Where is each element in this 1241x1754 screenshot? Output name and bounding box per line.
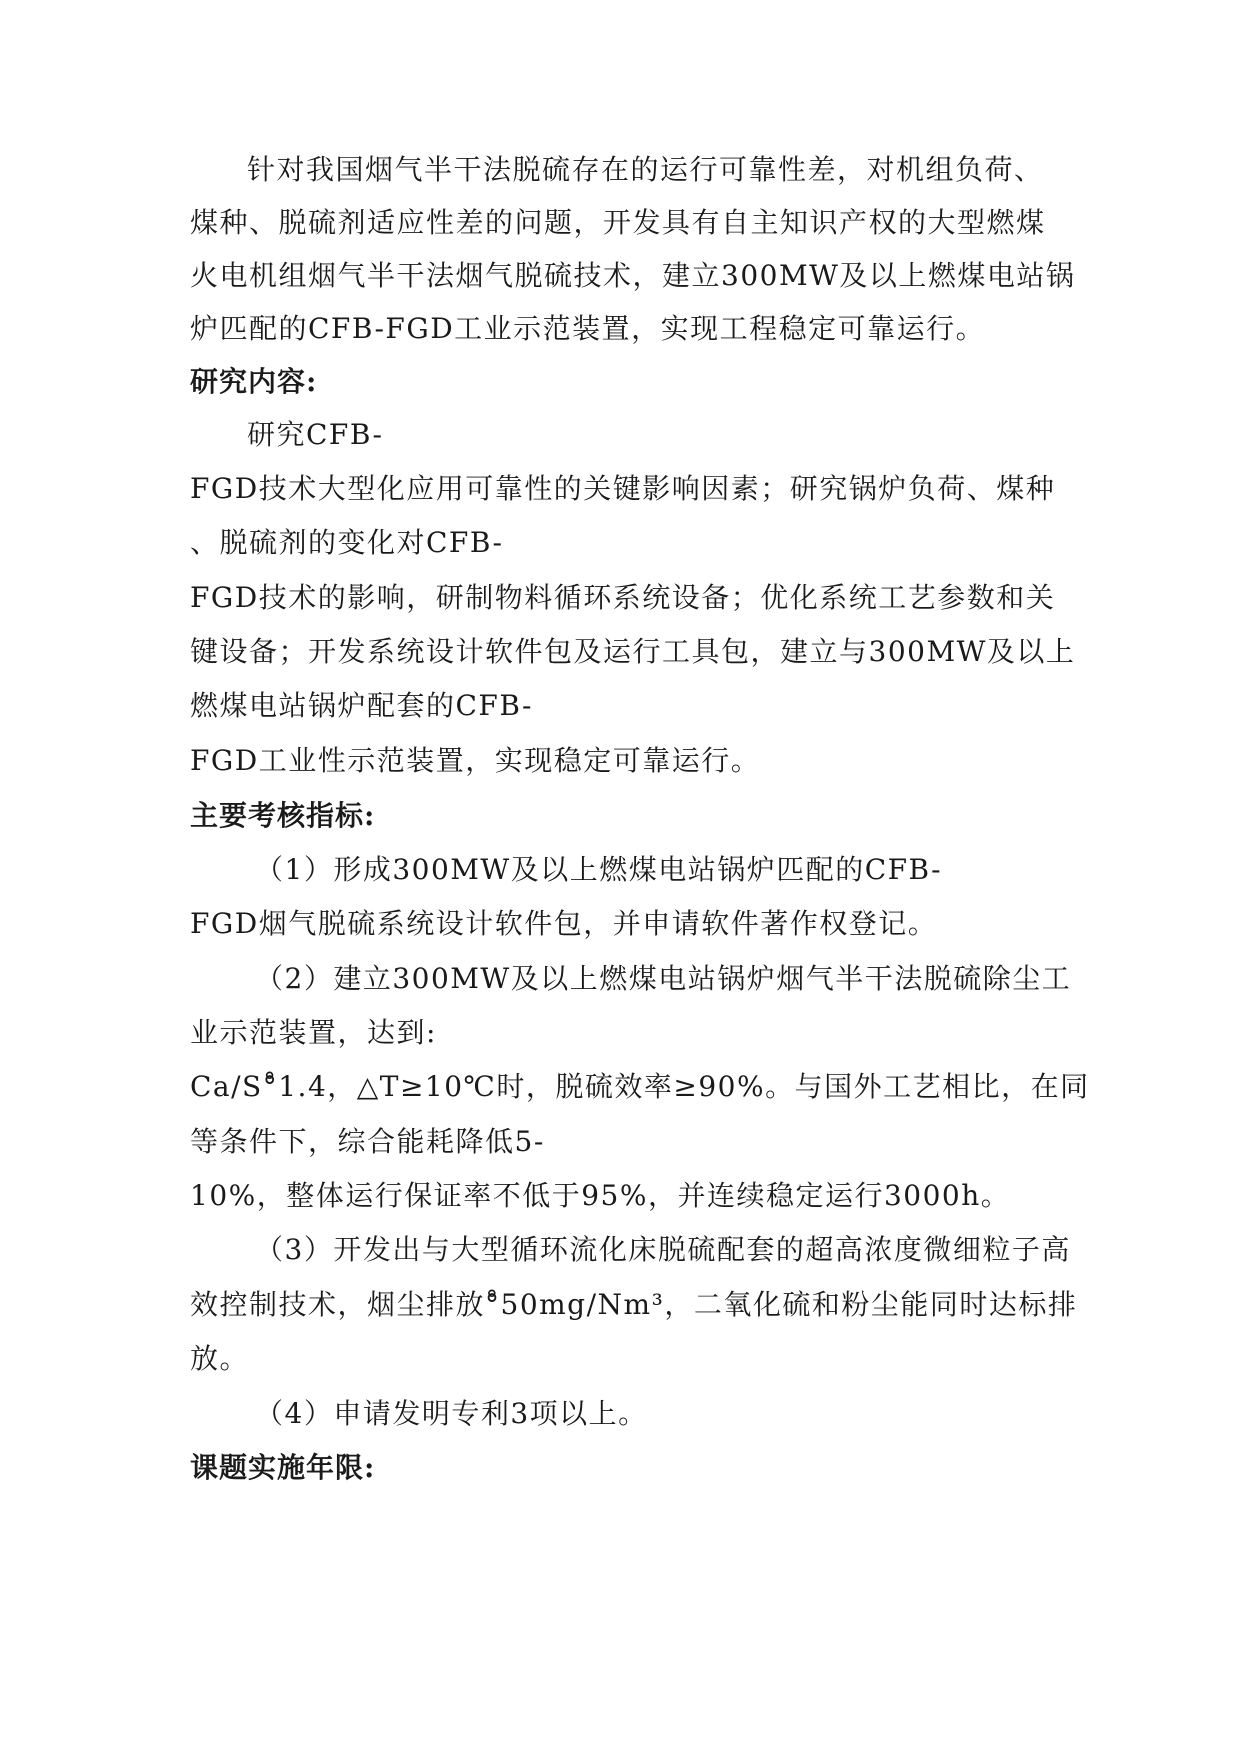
research-line-7: FGD工业性示范装置，实现稳定可靠运行。 xyxy=(190,744,761,777)
indicator-3-line-1: （3）开发出与大型循环流化床脱硫配套的超高浓度微细粒子高 xyxy=(255,1233,1071,1266)
intro-line-3: 火电机组烟气半干法烟气脱硫技术，建立300MW及以上燃煤电站锅 xyxy=(190,259,1076,292)
indicator-4-line-1: （4）申请发明专利3项以上。 xyxy=(255,1397,648,1430)
indicator-2-line-2: 业示范装置，达到: xyxy=(190,1016,437,1049)
heading-research-content: 研究内容: xyxy=(190,365,318,398)
indicator-2-line-1: （2）建立300MW及以上燃煤电站锅炉烟气半干法脱硫除尘工 xyxy=(255,962,1072,995)
research-line-6: 燃煤电站锅炉配套的CFB- xyxy=(190,689,533,722)
indicator-1-line-1: （1）形成300MW及以上燃煤电站锅炉匹配的CFB- xyxy=(255,853,943,886)
intro-line-1: 针对我国烟气半干法脱硫存在的运行可靠性差，对机组负荷、 xyxy=(247,153,1044,186)
heading-implementation-period: 课题实施年限: xyxy=(190,1451,376,1484)
intro-line-2: 煤种、脱硫剂适应性差的问题，开发具有自主知识产权的大型燃煤 xyxy=(190,206,1046,239)
indicator-2-line-3: Ca/S°̊1.4，△T≥10℃时，脱硫效率≥90%。与国外工艺相比，在同 xyxy=(190,1070,1090,1103)
heading-key-indicators: 主要考核指标: xyxy=(190,799,376,832)
research-line-1: 研究CFB- xyxy=(247,418,384,451)
research-line-5: 键设备；开发系统设计软件包及运行工具包，建立与300MW及以上 xyxy=(190,635,1076,668)
indicator-2-line-4: 等条件下，综合能耗降低5- xyxy=(190,1125,545,1158)
indicator-3-line-2: 效控制技术，烟尘排放°̊50mg/Nm³，二氧化硫和粉尘能同时达标排 xyxy=(190,1288,1078,1321)
indicator-3-line-3: 放。 xyxy=(190,1342,250,1375)
intro-line-4: 炉匹配的CFB-FGD工业示范装置，实现工程稳定可靠运行。 xyxy=(190,312,986,345)
research-line-4: FGD技术的影响，研制物料循环系统设备；优化系统工艺参数和关 xyxy=(190,581,1056,614)
research-line-3: 、脱硫剂的变化对CFB- xyxy=(190,526,504,559)
research-line-2: FGD技术大型化应用可靠性的关键影响因素；研究锅炉负荷、煤种 xyxy=(190,472,1056,505)
indicator-2-line-5: 10%，整体运行保证率不低于95%，并连续稳定运行3000h。 xyxy=(190,1179,1011,1212)
indicator-1-line-2: FGD烟气脱硫系统设计软件包，并申请软件著作权登记。 xyxy=(190,907,938,940)
